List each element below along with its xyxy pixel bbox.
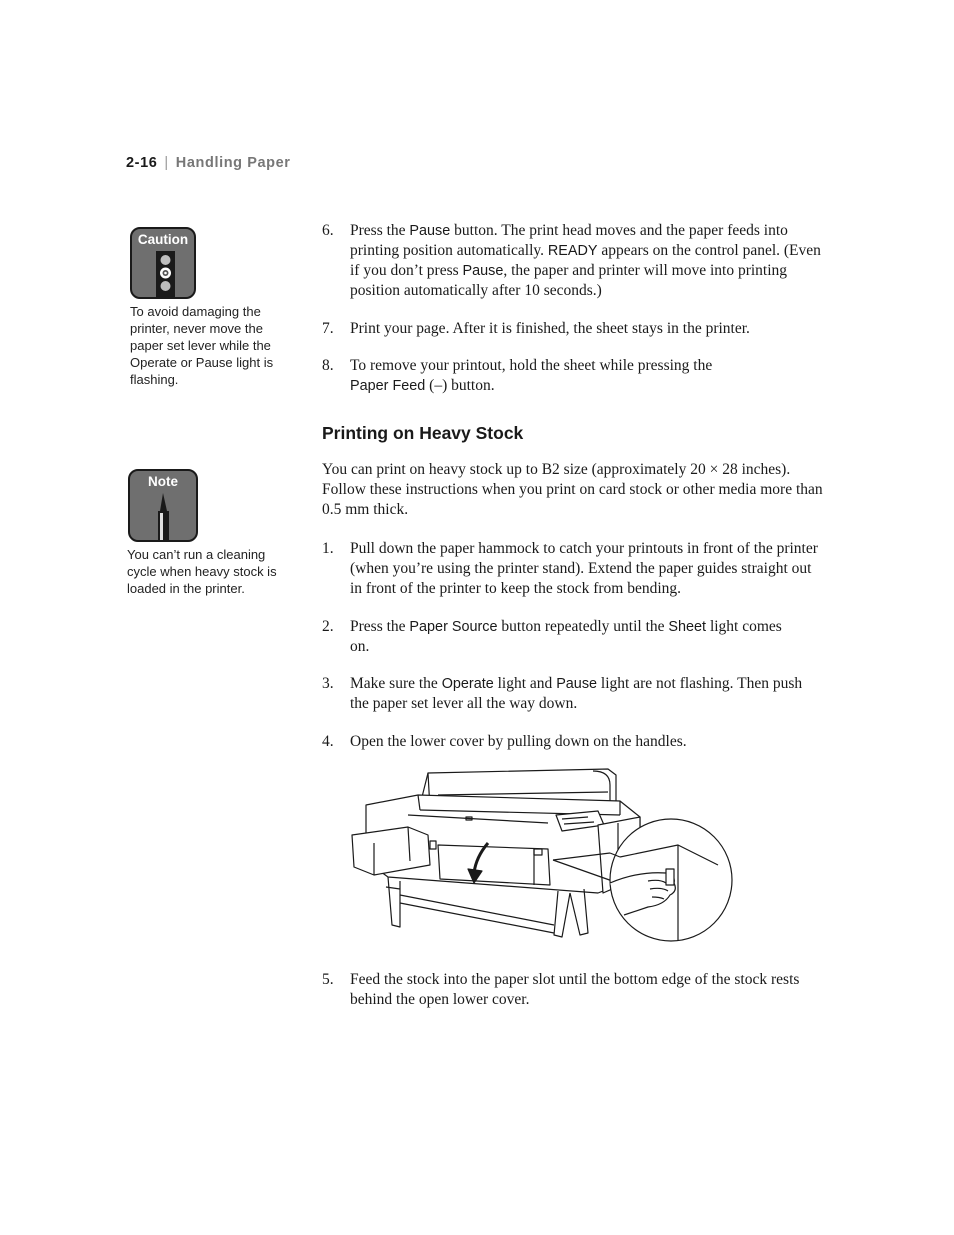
pause-keyword: Pause <box>195 355 233 370</box>
printer-illustration <box>348 765 738 950</box>
step-2: 2. Press the Paper Source button repeatedly until the Sheet light comes on. <box>322 618 782 655</box>
operate-keyword: Operate <box>130 355 177 370</box>
sheet-light-label: Sheet <box>668 619 707 635</box>
paper-feed-button-label: Paper Feed <box>350 378 426 394</box>
paper-source-button-label: Paper Source <box>409 619 498 635</box>
note-icon <box>128 469 198 542</box>
running-header <box>126 155 291 171</box>
section-heading: Printing on Heavy Stock <box>322 423 524 443</box>
caution-label: Caution <box>137 232 189 247</box>
step-5: 5. Feed the stock into the paper slot until the bottom edge of the stock rests behind the open lower cover. <box>322 971 800 1008</box>
pencil-icon <box>130 471 196 540</box>
ready-status: READY <box>547 243 598 259</box>
header-separator: | <box>164 155 169 171</box>
pause-button-label: Pause <box>409 223 451 239</box>
step-4: 4. Open the lower cover by pulling down on the handles. <box>322 733 687 750</box>
step-3: 3. Make sure the Operate light and Pause light are not flashing. Then push the paper set lever all the way down. <box>322 675 803 712</box>
note-text: You can’t run a cleaning cycle when heavy stock is loaded in the printer. <box>127 547 277 596</box>
note-label: Note <box>148 474 178 489</box>
intro-paragraph: You can print on heavy stock up to B2 size (approximately 20 × 28 inches). Follow these instructions when you print on card stock or other media more than 0.5 mm thick. <box>322 461 823 518</box>
step-1: 1. Pull down the paper hammock to catch your printouts in front of the printer (when you’re using the printer stand). Extend the paper guides straight out in front of the printer to keep the stock from bending. <box>322 540 818 597</box>
pause-button-label-2: Pause <box>462 263 504 279</box>
section-title: Handling Paper <box>175 155 291 171</box>
step-6: 6. Press the Pause button. The print head moves and the paper feeds into printing position automatically. READY appears on the control panel. (Even if you don’t press Pause, the paper and printer will move into printing position automatically after 10 seconds.) <box>322 222 821 299</box>
operate-light-label: Operate <box>441 676 494 692</box>
caution-icon <box>130 227 196 299</box>
traffic-light-icon <box>132 229 194 297</box>
caution-text: To avoid damaging the printer, never move the paper set lever while the Operate or Pause light is flashing. <box>130 304 274 387</box>
step-7: 7. Print your page. After it is finished, the sheet stays in the printer. <box>322 320 750 337</box>
page-number: 2-16 <box>126 155 158 171</box>
pause-light-label: Pause <box>556 676 598 692</box>
step-8: 8. To remove your printout, hold the sheet while pressing the Paper Feed (–) button. <box>322 357 713 394</box>
